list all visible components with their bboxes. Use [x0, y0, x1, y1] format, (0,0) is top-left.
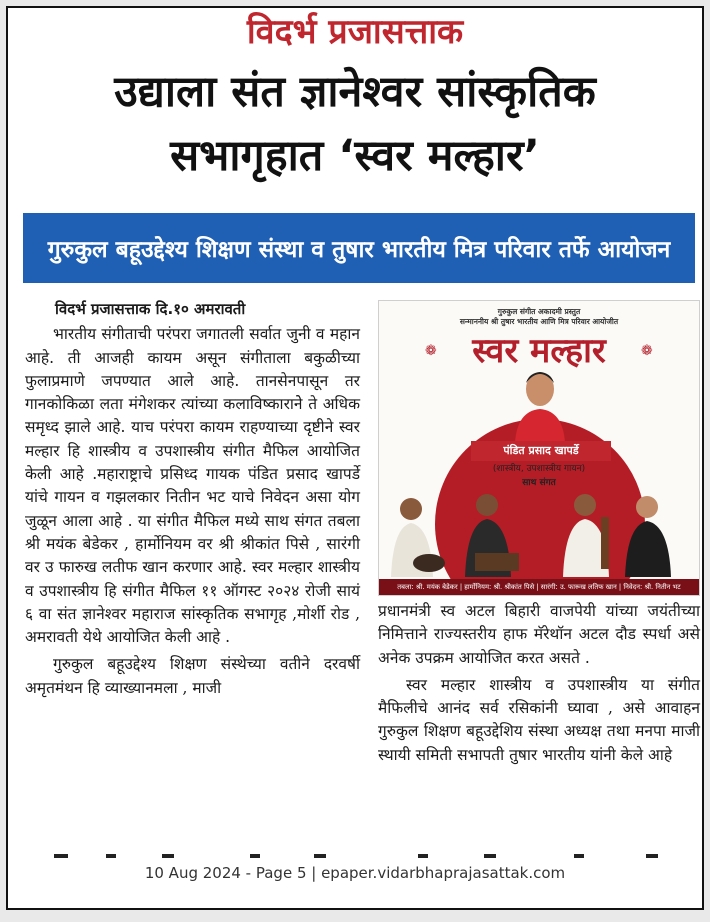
harmonium-player	[465, 494, 519, 577]
ornament-icon: ❁	[641, 343, 653, 359]
cut-off-text-line	[14, 852, 698, 860]
poster-organizer-line: सन्माननीय श्री तुषार भारतीय आणि मित्र परिवार आयोजीत	[459, 317, 619, 326]
poster-title: स्वर मल्हार	[472, 331, 606, 371]
headline-line-1: उद्याला संत ज्ञानेश्वर सांस्कृतिक	[114, 67, 596, 117]
poster-credits: तबला: श्री. मयंक बेडेकर | हार्मोनियम: श्री. श्रीकांत पिसे | सारंगी: उ. फारूख लतिफ खान | निवेदन: श्री. नितीन भट	[379, 579, 699, 595]
article-paragraph: स्वर मल्हार शास्त्रीय व उपशास्त्रीय या संगीत मैफिलीचे आनंद सर्व रसिकांनी घ्यावा , असे आवाहन गुरुकुल शिक्षण बहूउद्देशिय संस्था अध्यक्ष तथा मनपा माजी स्थायी समिती सभापती तुषार भारतीय यांनी केले आहे	[378, 675, 700, 764]
musicians-photos	[379, 487, 700, 577]
article-paragraph: प्रधानमंत्री स्व अटल बिहारी वाजपेयी यांच्या जयंतीच्या निमित्ताने राज्यस्तरीय हाफ मॅरेथॉन अटल दौड स्पर्धा असे अनेक उपक्रम आयोजित करत असते .	[378, 602, 700, 667]
singer-portrait	[511, 363, 569, 443]
sarangi-player	[563, 494, 609, 577]
newspaper-page	[6, 6, 704, 910]
poster-presenter-line: गुरुकुल संगीत अकादमी प्रस्तुत	[497, 307, 581, 316]
singer-genre: (शास्त्रीय, उपशास्त्रीय गायन)	[492, 464, 586, 474]
ornament-icon: ❁	[425, 343, 437, 359]
accompaniment-label: साथ संगत	[522, 478, 556, 488]
article-right-column	[378, 600, 700, 771]
article-paragraph: गुरुकुल बहूउद्देश्य शिक्षण संस्थेच्या वतीने दरवर्षी अमृतमंथन हि व्याख्यानमला , माजी	[25, 655, 360, 697]
poster-presenter	[379, 307, 699, 327]
event-poster	[378, 300, 700, 596]
page-footer: 10 Aug 2024 - Page 5 | epaper.vidarbhaprajasattak.com	[144, 864, 566, 882]
masthead: विदर्भ प्रजासत्ताक	[246, 12, 464, 52]
tabla-player	[391, 498, 445, 577]
narrator	[625, 496, 671, 577]
singer-name: पंडित प्रसाद खापर्डे	[471, 441, 611, 461]
article-paragraph: भारतीय संगीताची परंपरा जगातली सर्वात जुनी व महान आहे. ती आजही कायम असून संगीताला बकुळीच्या फुलाप्रमाणे जपण्यात आले आहे. तानसेनपासून तर गानकोकिळा लता मंगेशकर त्यांच्या कलाविष्कारानेे ते अधिक समृध्द झाले आहे. याच परंपरा कायम राहण्याच्या दृष्टीने स्वर मल्हार हि शास्त्रीय व उपशास्त्रीय संगीत मैफिल आयोजित केली आहे .महाराष्ट्राचे प्रसिध्द गायक पंडित प्रसाद खापर्डे यांचे गायन व गझलकार नितीन भट याचे निवेदन असा योग जुळून आला आहे . या संगीत मैफिल मध्ये साथ संगत तबला श्री मयंक बेडेकर , हार्मोनियम वर श्री श्रीकांत पिसे , सारंगी वर उ फारुख लतीफ खान करणार आहे. स्वर मल्हार शास्त्रीय व उपशास्त्रीय हि संगीत मैफिल ११ ऑगस्ट २०२४ रोजी सायं ६ वा संत ज्ञानेश्वर महाराज सांस्कृतिक सभागृह ,मोर्शी रोड , अमरावती येथे आयोजित केली आहे .	[25, 325, 360, 647]
dateline: विदर्भ प्रजासत्ताक दि.१० अमरावती	[55, 300, 246, 318]
headline-line-2: सभागृहात ‘स्वर मल्हार’	[170, 131, 540, 181]
article-left-column	[25, 298, 360, 704]
subheading-banner: गुरुकुल बहूउद्देश्य शिक्षण संस्था व तुषार भारतीय मित्र परिवार तर्फे आयोजन	[23, 213, 695, 283]
